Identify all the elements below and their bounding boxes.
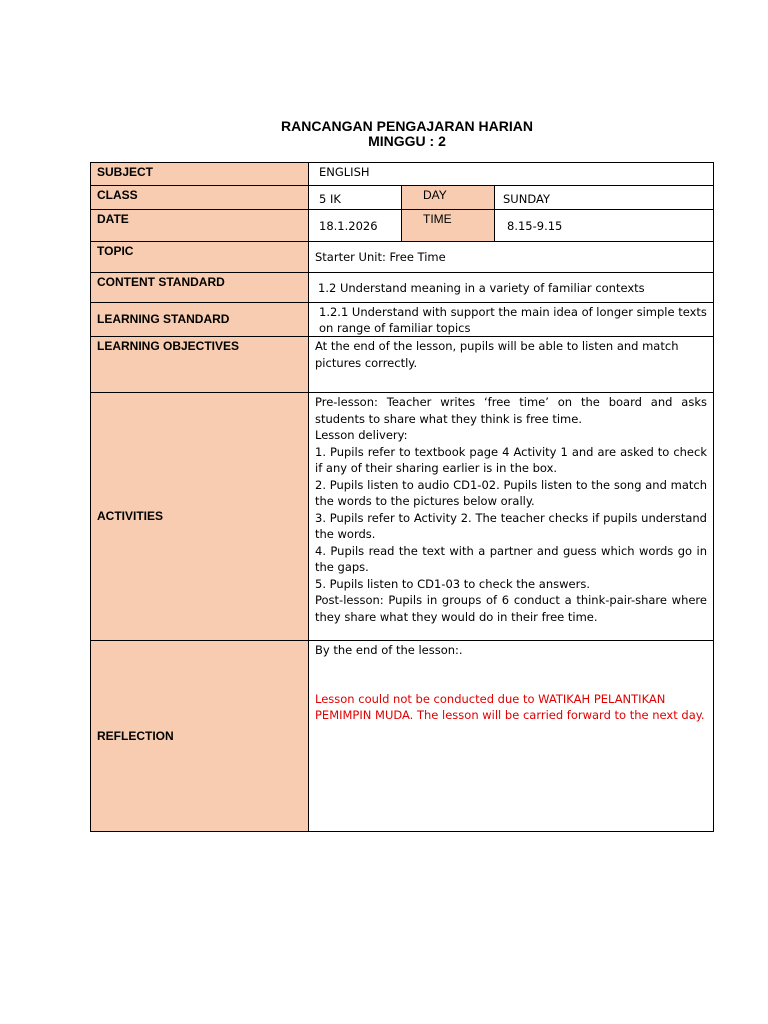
activity-line: 2. Pupils listen to audio CD1-02. Pupils listen to the song and match the words to the pictures below orally. <box>315 477 707 508</box>
content-standard-label: CONTENT STANDARD <box>90 272 309 303</box>
learning-objectives-label: LEARNING OBJECTIVES <box>90 336 309 393</box>
activities-text: ACTIVITIES <box>97 509 164 524</box>
learning-objectives-value: At the end of the lesson, pupils will be able to listen and match pictures correctly. <box>308 336 714 393</box>
learning-standard-label <box>90 302 309 337</box>
activity-line: 5. Pupils listen to CD1-03 to check the answers. <box>315 576 590 591</box>
time-label: TIME <box>401 209 495 242</box>
activity-line: Lesson delivery: <box>315 428 408 442</box>
class-value: 5 IK <box>308 185 402 210</box>
activity-line: Pre-lesson: Teacher writes ‘free time’ on the board and asks students to share what they think is free time. <box>315 395 707 426</box>
reflection-text: REFLECTION <box>97 728 174 743</box>
learning-standard-text: LEARNING STANDARD <box>97 312 230 327</box>
topic-label: TOPIC <box>90 241 309 273</box>
activities-value <box>308 392 714 641</box>
activity-line: 1. Pupils refer to textbook page 4 Activity 1 and are asked to check if any of their sharing earlier is in the box. <box>315 444 707 475</box>
day-value: SUNDAY <box>494 185 714 210</box>
time-value: 8.15-9.15 <box>494 209 714 242</box>
reflection-label <box>90 640 309 832</box>
class-label: CLASS <box>90 185 309 210</box>
activity-line: 4. Pupils read the text with a partner and guess which words go in the gaps. <box>315 543 707 574</box>
subject-value: ENGLISH <box>308 162 714 186</box>
topic-value: Starter Unit: Free Time <box>308 241 714 273</box>
document-title: RANCANGAN PENGAJARAN HARIAN <box>280 118 533 134</box>
subject-label: SUBJECT <box>90 162 309 186</box>
activity-line: Post-lesson: Pupils in groups of 6 conduct a think-pair-share where they share what they would do in their free time. <box>315 593 707 624</box>
date-value: 18.1.2026 <box>308 209 402 242</box>
activities-label <box>90 392 309 641</box>
learning-standard-value: 1.2.1 Understand with support the main idea of longer simple texts on range of familiar topics <box>308 302 714 337</box>
week-label: MINGGU : 2 <box>368 133 446 149</box>
reflection-intro: By the end of the lesson:. <box>315 643 463 657</box>
lesson-plan-table <box>90 162 714 832</box>
reflection-value <box>308 640 714 832</box>
date-label: DATE <box>90 209 309 242</box>
day-label: DAY <box>401 185 495 210</box>
reflection-note: Lesson could not be conducted due to WATIKAH PELANTIKAN PEMIMPIN MUDA. The lesson will be carried forward to the next day. <box>315 691 705 722</box>
content-standard-value: 1.2 Understand meaning in a variety of familiar contexts <box>308 272 714 303</box>
activity-line: 3. Pupils refer to Activity 2. The teacher checks if pupils understand the words. <box>315 510 707 541</box>
